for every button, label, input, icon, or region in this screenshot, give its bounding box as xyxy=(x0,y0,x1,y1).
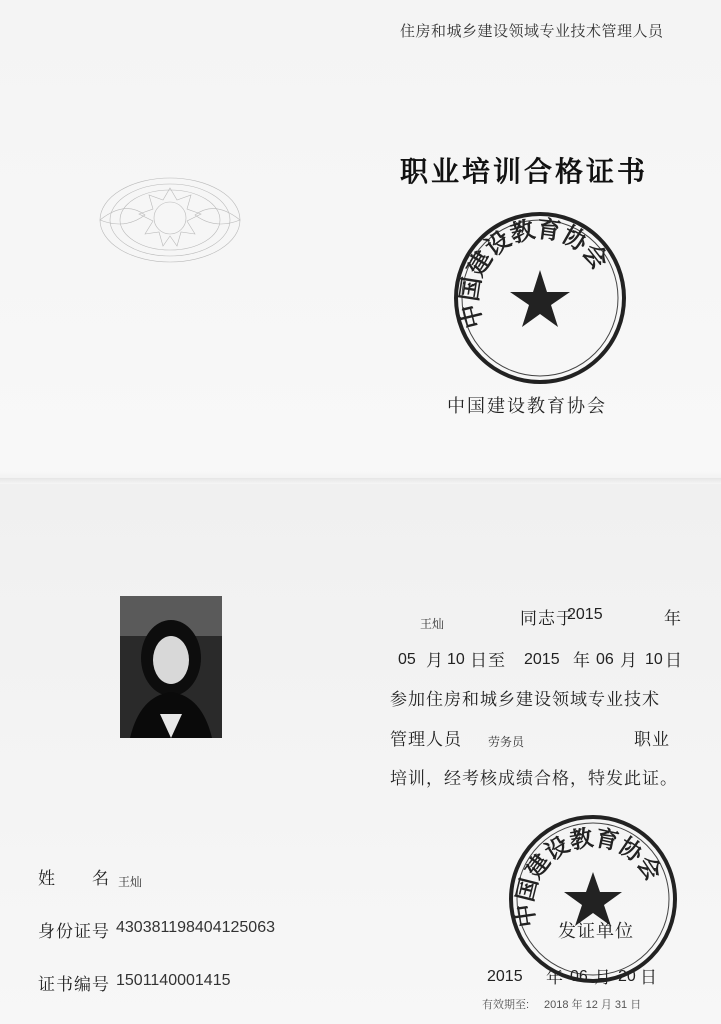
guilloche-emblem-icon xyxy=(85,160,255,280)
end-year: 2015 xyxy=(524,651,560,668)
body-line-4-suffix: 职业 xyxy=(634,730,670,750)
id-value: 430381198404125063 xyxy=(116,919,275,936)
cert-number-label: 证书编号 xyxy=(38,975,110,995)
month-char-2: 月 xyxy=(620,651,638,671)
issuer-name: 中国建设教育协会 xyxy=(447,396,607,417)
portrait-image-icon xyxy=(120,596,222,738)
issue-day: 20 xyxy=(618,968,636,985)
year-char-2: 年 xyxy=(573,651,591,671)
end-day: 10 xyxy=(645,651,663,668)
validity-value: 2018 年 12 月 31 日 xyxy=(544,999,642,1011)
issue-day-char: 日 xyxy=(640,968,658,988)
month-char-1: 月 xyxy=(426,651,444,671)
body-line-4-prefix: 管理人员 xyxy=(390,730,462,750)
body-line-5: 培训，经考核成绩合格，特发此证。 xyxy=(390,769,678,789)
name-label: 姓 名 xyxy=(38,869,110,889)
id-label: 身份证号 xyxy=(38,922,110,942)
role-handwritten: 劳务员 xyxy=(488,735,525,749)
issuer-seal-icon xyxy=(506,812,680,986)
name-value: 王灿 xyxy=(118,875,143,889)
body-line-3: 参加住房和城乡建设领域专业技术 xyxy=(390,690,660,710)
certificate-title: 职业培训合格证书 xyxy=(400,155,649,188)
issue-year-char: 年 xyxy=(546,968,564,988)
issue-month-char: 月 xyxy=(594,968,612,988)
issue-year: 2015 xyxy=(487,968,523,985)
header-category: 住房和城乡建设领域专业技术管理人员 xyxy=(400,22,664,40)
end-month: 06 xyxy=(596,651,614,668)
association-seal-icon xyxy=(452,210,628,386)
issuing-unit-label: 发证单位 xyxy=(558,921,634,942)
start-month: 05 xyxy=(398,651,416,668)
start-day: 10 xyxy=(447,651,465,668)
cert-number-value: 1501140001415 xyxy=(116,972,231,989)
year-char-1: 年 xyxy=(664,609,682,629)
page-fold xyxy=(0,478,721,484)
comrade-text: 同志于 xyxy=(520,609,574,629)
seal-text-2: 中国建设教育协会 xyxy=(511,824,667,929)
issue-month: 06 xyxy=(570,968,588,985)
start-year: 2015 xyxy=(567,606,603,623)
holder-name-handwritten: 王灿 xyxy=(420,617,445,631)
day-char-1: 日 xyxy=(665,651,683,671)
day-to-text: 日至 xyxy=(470,651,506,671)
seal-text: 中国建设教育协会 xyxy=(454,213,615,332)
holder-photo xyxy=(120,596,222,738)
validity-label: 有效期至: xyxy=(482,999,530,1011)
